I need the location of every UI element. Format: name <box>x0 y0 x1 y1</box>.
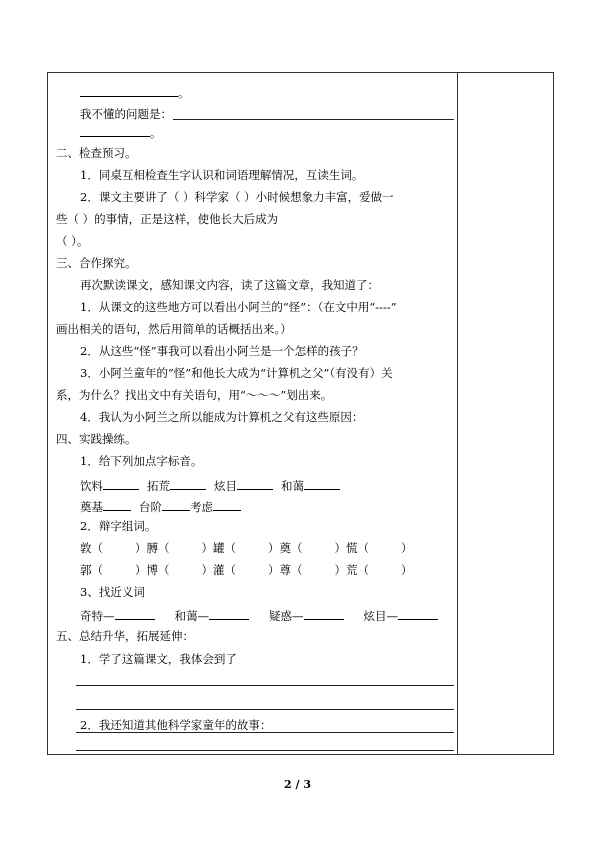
answer-line[interactable] <box>76 732 454 733</box>
s3-item1-line2: 画出相关的语句，然后用简单的话概括出来。） <box>56 322 292 336</box>
s4-item3: 3、找近义词 <box>80 585 145 599</box>
pinyin-word: 和蔼 <box>281 479 304 493</box>
synonym-blank[interactable] <box>115 607 155 620</box>
s4-item2: 2．辩字组词。 <box>80 519 157 533</box>
char-cell: ）灌（ <box>201 563 236 577</box>
char-cell: ）慌（ <box>334 541 369 555</box>
answer-line-fragment: 。 <box>80 84 190 100</box>
pinyin-blank[interactable] <box>213 498 241 511</box>
synonym-blank[interactable] <box>209 607 249 620</box>
pinyin-blank[interactable] <box>170 477 206 490</box>
synonym-word: 疑惑— <box>269 609 304 623</box>
s2-item1: 1．同桌互相检查生字认识和词语理解情况，互读生词。 <box>80 168 364 182</box>
section3-title: 三、合作探究。 <box>56 256 137 270</box>
char-cell: ）荒（ <box>334 563 369 577</box>
char-cell: ）尊（ <box>268 563 303 577</box>
answer-line[interactable] <box>76 750 454 751</box>
s3-item3-line2: 系，为什么？找出文中有关语句，用“～～～”划出来。 <box>56 388 333 402</box>
char-row-2 <box>80 563 413 577</box>
pinyin-word: 考虑 <box>190 500 213 514</box>
pinyin-blank[interactable] <box>237 477 273 490</box>
pinyin-blank[interactable] <box>304 477 340 490</box>
char-cell: ）罐（ <box>201 541 236 555</box>
synonym-blank[interactable] <box>304 607 344 620</box>
synonym-row <box>80 607 438 623</box>
char-cell: ）奠（ <box>268 541 303 555</box>
section4-title: 四、实践操练。 <box>56 432 137 446</box>
char-cell: ） <box>401 563 413 577</box>
question-label: 我不懂的问题是： <box>80 107 172 121</box>
synonym-word: 奇特— <box>80 609 115 623</box>
pinyin-word: 饮料 <box>80 479 103 493</box>
pinyin-row-1 <box>80 477 340 493</box>
char-cell: ）膊（ <box>135 541 170 555</box>
char-cell: ）博（ <box>135 563 170 577</box>
pinyin-blank[interactable] <box>103 498 131 511</box>
pinyin-word: 奠基 <box>80 500 103 514</box>
s2-item2-line2: 些（ ）的事情，正是这样，使他长大后成为 <box>56 212 279 226</box>
s3-item3-line1: 3．小阿兰童年的“怪”和他长大成为“计算机之父”（有没有）关 <box>80 366 393 380</box>
s3-item4: 4．我认为小阿兰之所以能成为计算机之父有这些原因： <box>80 410 364 424</box>
s2-item2-line3: （ ）。 <box>56 234 89 248</box>
section5-title: 五、总结升华，拓展延伸： <box>56 629 194 643</box>
pinyin-word: 拓荒 <box>147 479 170 493</box>
answer-line[interactable] <box>76 685 454 686</box>
question-answer-line[interactable] <box>173 119 454 120</box>
pinyin-word: 台阶 <box>139 500 162 514</box>
s5-item2: 2．我还知道其他科学家童年的故事： <box>80 718 272 732</box>
s3-intro: 再次默读课文，感知课文内容，读了这篇文章，我知道了： <box>80 278 379 292</box>
pinyin-blank[interactable] <box>103 477 139 490</box>
pinyin-blank[interactable] <box>162 498 190 511</box>
s4-item1: 1．给下列加点字标音。 <box>80 454 203 468</box>
char-row-1 <box>80 541 413 555</box>
char-cell: 郭（ <box>80 563 103 577</box>
s2-item2-line1: 2．课文主要讲了（ ）科学家（ ）小时候想象力丰富，爱做一 <box>80 190 394 204</box>
page-number: 2 / 3 <box>284 778 311 791</box>
margin-column-divider <box>457 72 458 755</box>
synonym-word: 炫目— <box>363 609 398 623</box>
char-cell: 敦（ <box>80 541 103 555</box>
synonym-blank[interactable] <box>398 607 438 620</box>
pinyin-word: 炫目 <box>214 479 237 493</box>
synonym-word: 和蔼— <box>174 609 209 623</box>
s3-item1-line1: 1．从课文的这些地方可以看出小阿兰的“怪”：（在文中用“----” <box>80 300 397 314</box>
answer-line[interactable] <box>76 709 454 710</box>
question-line-end: 。 <box>80 124 162 140</box>
s3-item2: 2．从这些“怪”事我可以看出小阿兰是一个怎样的孩子？ <box>80 344 364 358</box>
section2-title: 二、检查预习。 <box>56 146 137 160</box>
s5-item1: 1．学了这篇课文，我体会到了 <box>80 652 237 666</box>
char-cell: ） <box>401 541 413 555</box>
pinyin-row-2 <box>80 498 241 514</box>
